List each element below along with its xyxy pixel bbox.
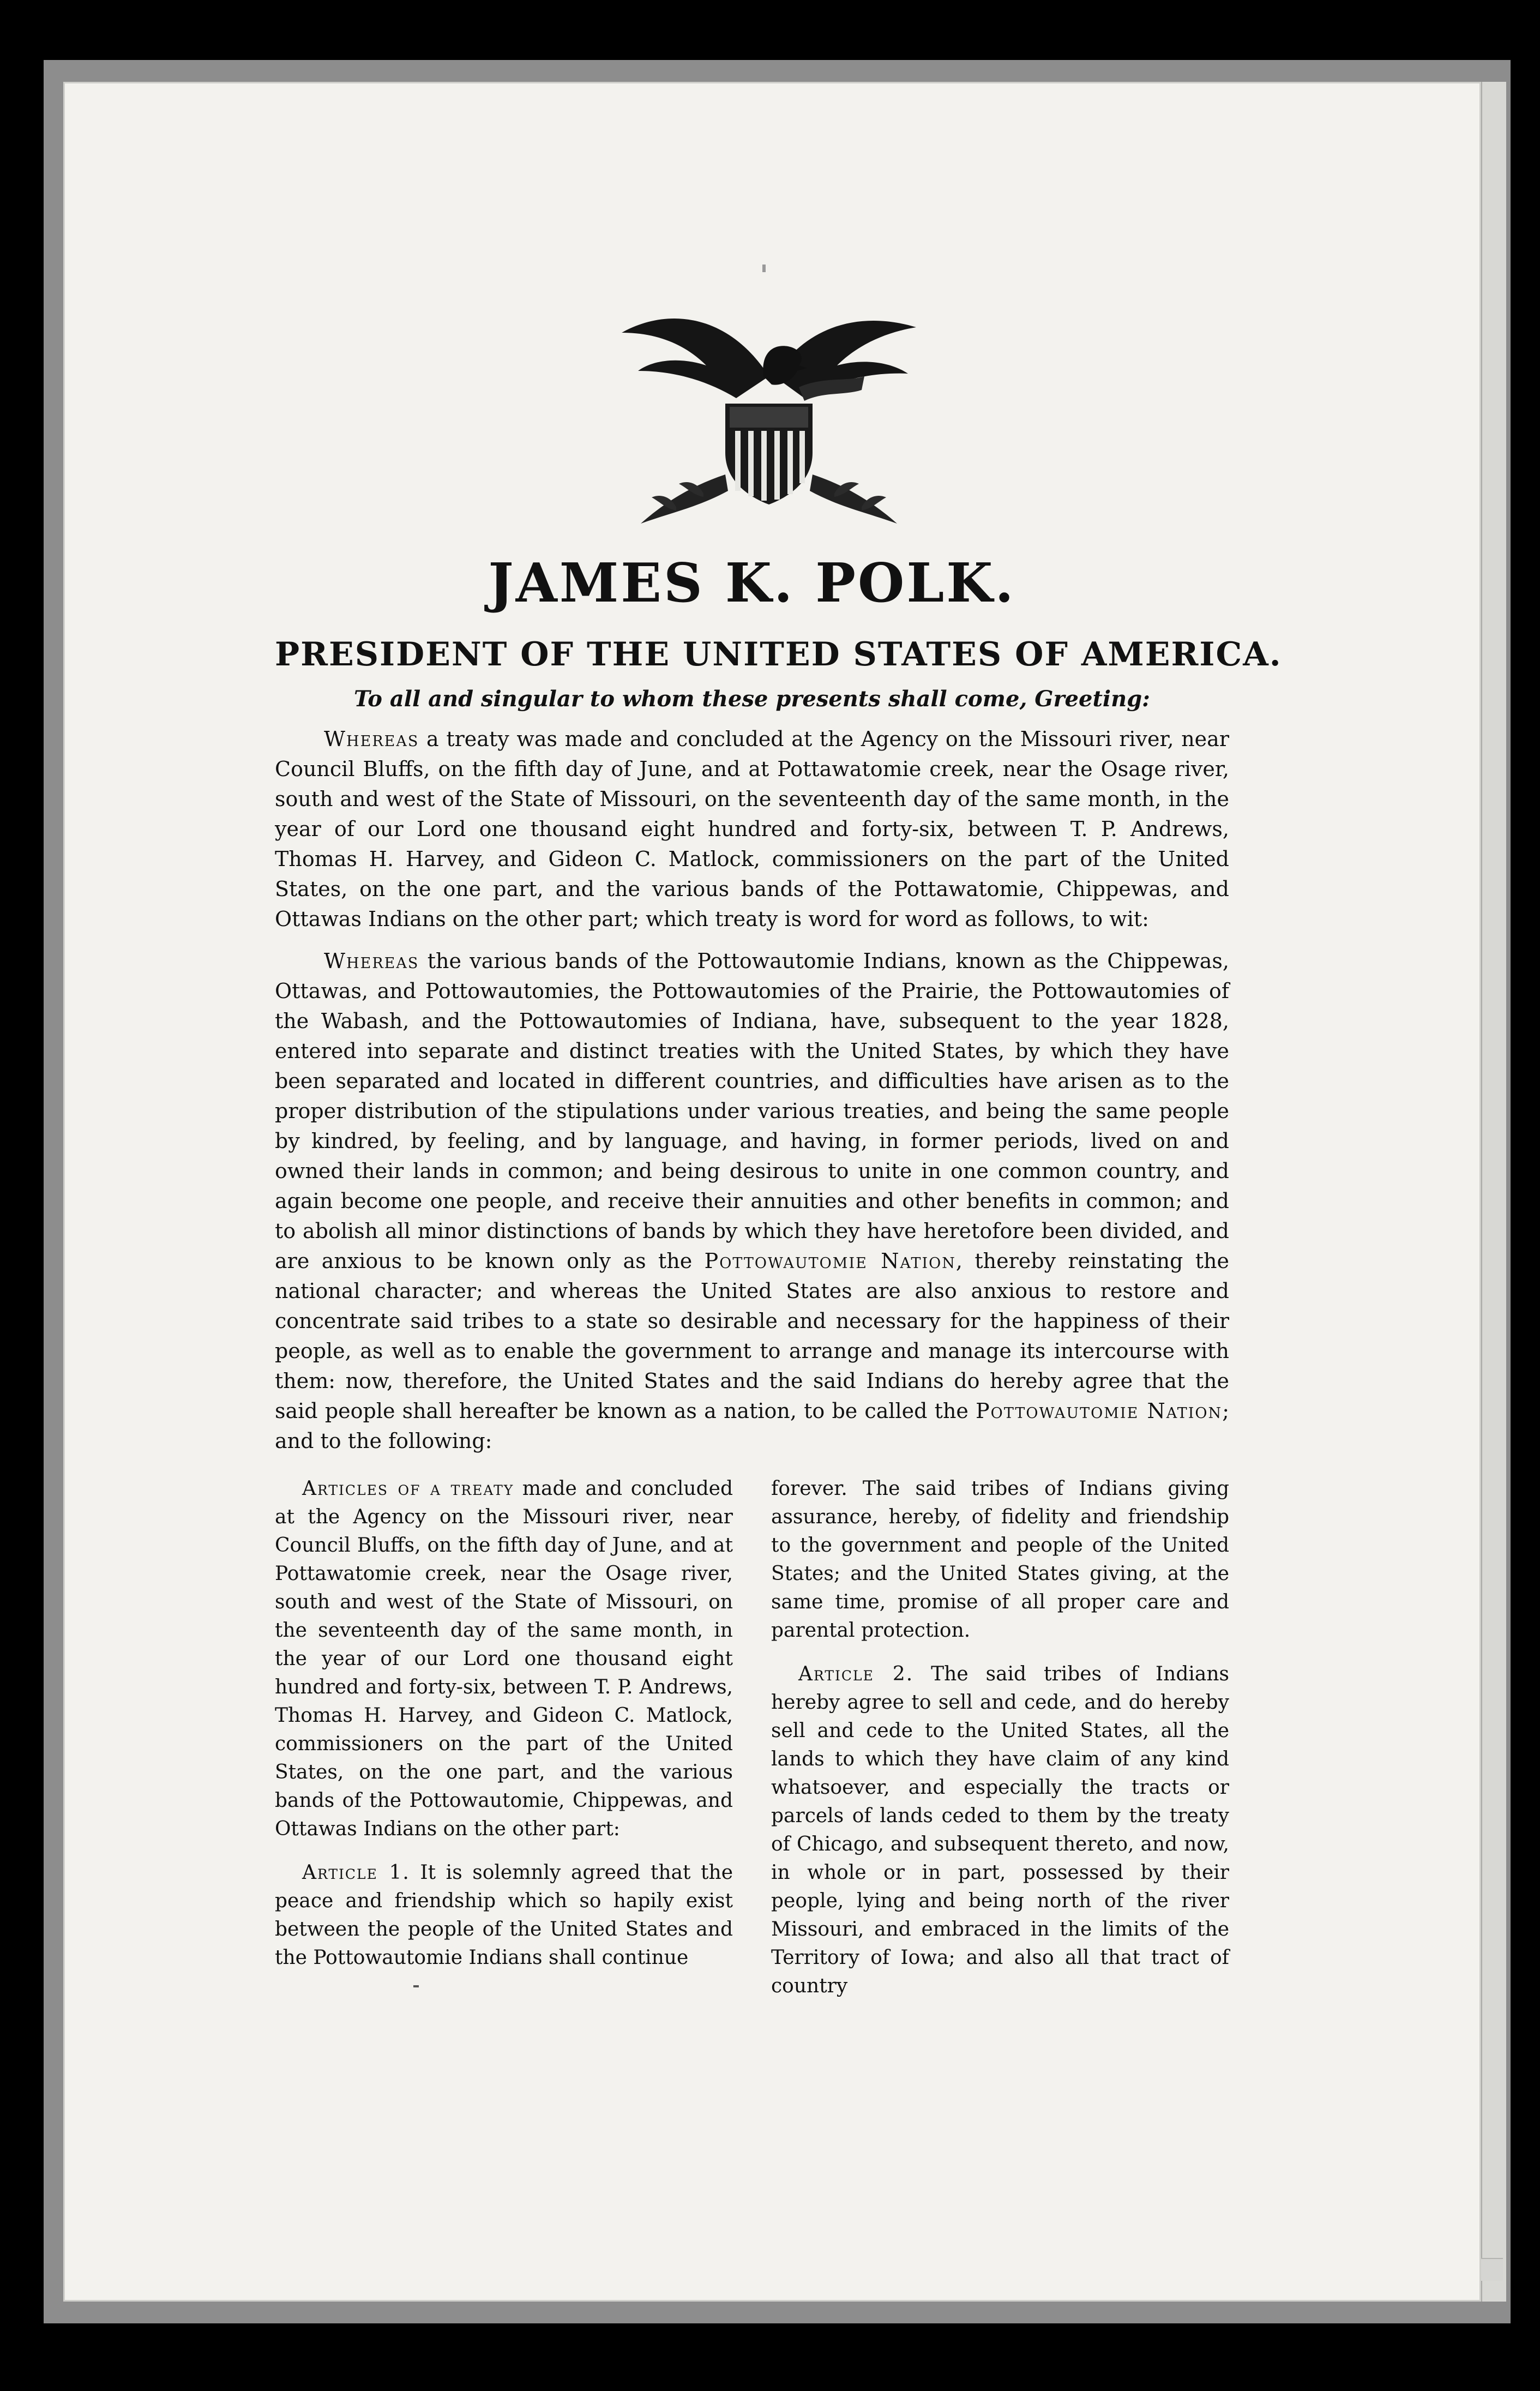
preamble-lead: Whereas xyxy=(324,727,419,751)
recital-lead: Whereas xyxy=(324,949,419,973)
article-1-lead: Article 1. xyxy=(302,1861,410,1884)
right-column xyxy=(771,1475,1229,2016)
article-2-paragraph xyxy=(771,1660,1229,2000)
page-edge-right xyxy=(1481,82,1506,2302)
greeting-line: To all and singular to whom these presents shall come, Greeting: xyxy=(354,686,1150,712)
proclamation-text xyxy=(275,551,1282,2016)
page-speck-lower xyxy=(413,1985,419,1987)
recital-body-3: ; and to the following: xyxy=(275,1399,1229,1453)
left-column xyxy=(275,1475,733,2016)
article-1-body: It is solemnly agreed that the peace and friendship which so hapily exist between the people of the United States and the Pottowautomie Indians shall continue xyxy=(275,1861,733,1969)
office-title: PRESIDENT OF THE UNITED STATES OF AMERICA. xyxy=(275,635,1282,674)
article-2-lead: Article 2. xyxy=(798,1663,914,1685)
eagle-shield-emblem xyxy=(589,295,949,534)
article-2-body: The said tribes of Indians hereby agree to sell and cede, and do hereby sell and cede to the United States, all the lands to which they have claim of any kind whatsoever, and especially the tracts or parcels of lands ceded to them by the treaty of Chicago, and subsequent thereto, and now, in whole or in part, possessed by their people, lying and being north of the river Missouri, and embraced in the limits of the Territory of Iowa; and also all that tract of country xyxy=(771,1663,1230,1997)
preamble-body: a treaty was made and concluded at the Agency on the Missouri river, near Council Bluffs, on the fifth day of June, and at Pottawatomie creek, near the Osage river, south and west of the State of Missouri, on the seventeenth day of the same month, in the year of our Lord one thousand eight hundred and forty-six, between T. P. Andrews, Thomas H. Harvey, and Gideon C. Matlock, commissioners on the part of the United States, on the one part, and the various bands of the Pottawatomie, Chippewas, and Ottawas Indians on the other part; which treaty is word for word as follows, to wit: xyxy=(275,727,1229,931)
articles-intro-lead: Articles of a treaty xyxy=(302,1477,514,1500)
article-1-continued: forever. The said tribes of Indians giving assurance, hereby, of fidelity and friendship to the government and people of the United States; and the United States giving, at the same time, promise of all proper care and parental protection. xyxy=(771,1477,1229,1642)
articles-intro-paragraph xyxy=(275,1475,733,1843)
page-speck xyxy=(762,265,766,272)
article-1-paragraph xyxy=(275,1859,733,1972)
recital-body-2: , thereby reinstating the national character; and whereas the United States are also anxious to restore and concentrate said tribes to a state so desirable and necessary for the happiness of their people, as well as to enable the government to arrange and manage its intercourse with them: now, therefore, the United States and the said Indians do hereby agree that the said people shall hereafter be known as a nation, to be called the xyxy=(275,1249,1229,1423)
president-name: JAMES K. POLK. xyxy=(488,552,1016,615)
nation-name-1: Pottowautomie Nation xyxy=(704,1249,956,1273)
recital-paragraph xyxy=(275,946,1229,1456)
articles-intro-body: made and concluded at the Agency on the Missouri river, near Council Bluffs, on the fifth day of June, and at Pottawatomie creek, near the Osage river, south and west of the State of Missouri, on the seventeenth day of the same month, in the year of our Lord one thousand eight hundred and forty-six, between T. P. Andrews, Thomas H. Harvey, and Gideon C. Matlock, commissioners on the part of the United States, on the one part, and the various bands of the Pottowautomie, Chippewas, and Ottawas Indians on the other part: xyxy=(275,1477,733,1840)
nation-name-2: Pottowautomie Nation xyxy=(976,1399,1223,1423)
two-column-articles xyxy=(275,1475,1229,2016)
preamble-paragraph xyxy=(275,724,1229,934)
recital-body-1: the various bands of the Pottowautomie Indians, known as the Chippewas, Ottawas, and Pottowautomies, the Pottowautomies of the Prairie, the Pottowautomies of the Wabash, and the Pottowautomies of Indiana, have, subsequent to the year 1828, entered into separate and distinct treaties with the United States, by which they have been separated and located in different countries, and difficulties have arisen as to the proper distribution of the stipulations under various treaties, and being the same people by kindred, by feeling, and by language, and having, in former periods, lived on and owned their lands in common; and being desirous to unite in one common country, and again become one people, and receive their annuities and other benefits in common; and to abolish all minor distinctions of bands by which they have heretofore been divided, and are anxious to be known only as the xyxy=(275,949,1229,1273)
